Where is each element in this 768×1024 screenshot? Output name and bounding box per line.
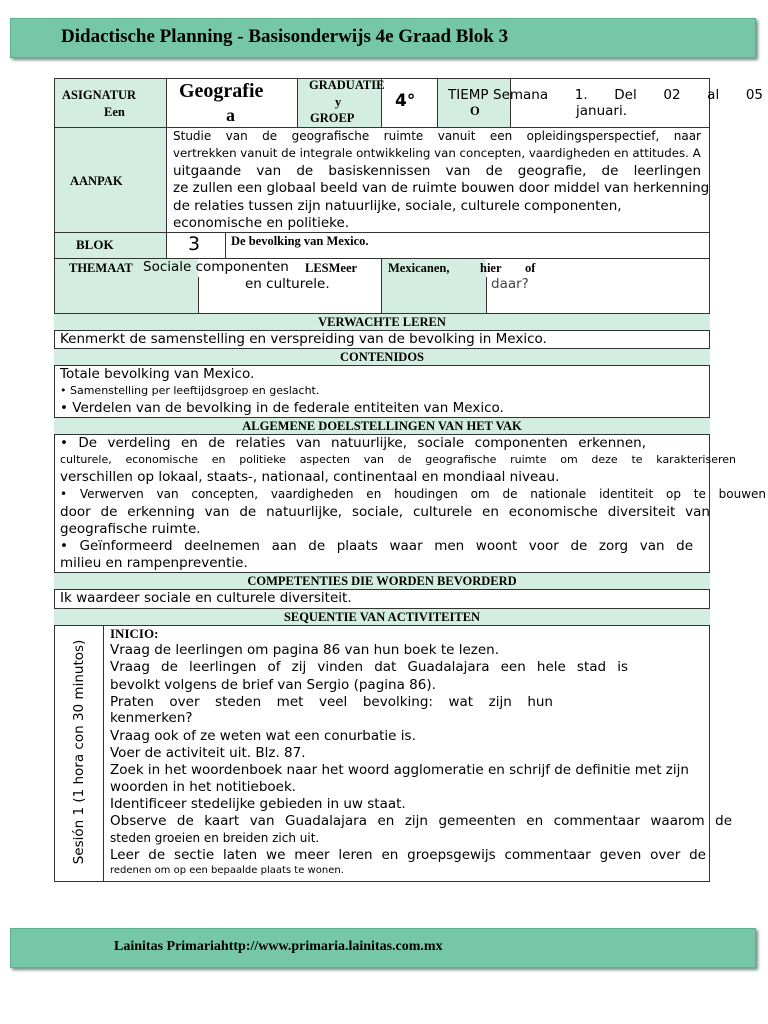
activity-line: Praten over steden met veel bevolking: wat zijn hun [110, 694, 553, 710]
verwachte-text: Kenmerkt de samenstelling en verspreiding van de bevolking in Mexico. [60, 331, 547, 347]
aanpak-line: uitgaande van de basiskennissen van de geografie, de leerlingen [173, 163, 701, 179]
doelstellingen-line: • Verwerven van concepten, vaardigheden en houdingen om de nationale identiteit op te bouwen [60, 487, 766, 501]
time-value-2: januari. [576, 103, 628, 119]
activity-line: kenmerken? [110, 710, 193, 726]
thema-label: THEMAAT [69, 261, 133, 275]
aanpak-label: AANPAK [70, 174, 123, 188]
thema-text-2: en culturele. [245, 276, 330, 292]
footer-text: Lainitas Primariahttp://www.primaria.lainitas.com.mx [114, 939, 443, 954]
doelstellingen-line: verschillen op lokaal, staats-, nationaal, continentaal en mondiaal niveau. [60, 469, 560, 485]
blok-label: BLOK [76, 237, 114, 252]
activity-line: Leer de sectie laten we meer leren en groepsgewijs commentaar geven over de [110, 847, 706, 863]
sequentie-heading: SEQUENTIE VAN ACTIVITEITEN [54, 608, 710, 626]
activity-line: Vraag de leerlingen of zij vinden dat Guadalajara een hele stad is [110, 659, 628, 675]
competenties-heading: COMPETENTIES DIE WORDEN BEVORDERD [54, 572, 710, 590]
blok-description: De bevolking van Mexico. [231, 234, 369, 248]
subject-name: Geografie [179, 80, 264, 102]
doelstellingen-line: • Geïnformeerd deelnemen aan de plaats waar men woont voor de zorg van de [60, 538, 693, 554]
doelstellingen-line: culturele, economische en politieke aspecten van de geografische ruimte om deze te karakteriseren [60, 453, 736, 466]
aanpak-line: de relaties tussen zijn natuurlijke, sociale, culturele componenten, [173, 198, 622, 214]
activity-line: Zoek in het woordenboek naar het woord agglomeratie en schrijf de definitie met zijn [110, 762, 689, 778]
blok-number: 3 [188, 233, 201, 255]
grade-label-2: y [335, 95, 342, 109]
activity-line: redenen om op een bepaalde plaats te wonen. [110, 865, 344, 876]
time-value: Semana 1. Del 02 al 05 [493, 87, 763, 103]
activity-line: Vraag ook of ze weten wat een conurbatie is. [110, 728, 416, 744]
footer-banner [10, 928, 756, 968]
grade-value: 4° [395, 91, 416, 111]
contenidos-line: • Samenstelling per leeftijdsgroep en geslacht. [60, 384, 320, 397]
contenidos-line: • Verdelen van de bevolking in de federale entiteiten van Mexico. [60, 400, 504, 416]
les-text-2: hier [480, 261, 502, 275]
session-label: Sesión 1 (1 hora con 30 minutos) [71, 639, 87, 865]
page-title: Didactische Planning - Basisonderwijs 4e Graad Blok 3 [61, 26, 509, 47]
verwachte-heading: VERWACHTE LEREN [54, 313, 710, 331]
activity-line: Voer de activiteit uit. Blz. 87. [110, 745, 306, 761]
contenidos-heading: CONTENIDOS [54, 348, 710, 366]
grade-label: GRADUATIE [309, 78, 385, 92]
subject-name-2: a [226, 105, 235, 125]
doelstellingen-line: geografische ruimte. [60, 521, 201, 537]
les-text-4: daar? [491, 276, 529, 292]
inicio-label: INICIO: [110, 626, 159, 641]
activity-line: steden groeien en breiden zich uit. [110, 831, 320, 845]
thema-text: Sociale componenten [143, 259, 289, 275]
asignatura-label: ASIGNATUR [62, 88, 137, 102]
doelstellingen-line: milieu en rampenpreventie. [60, 555, 248, 571]
asignatura-label-2: Een [104, 105, 125, 119]
time-label: TIEMP [448, 87, 489, 103]
activity-line: Identificeer stedelijke gebieden in uw staat. [110, 796, 406, 812]
doelstellingen-line: • De verdeling en de relaties van natuurlijke, sociale componenten erkennen, [60, 435, 646, 451]
les-label: LESMeer [305, 261, 358, 275]
les-text-3: of [525, 261, 536, 275]
grade-label-3: GROEP [310, 111, 355, 125]
activity-line: bevolkt volgens de brief van Sergio (pagina 86). [110, 677, 436, 693]
doelstellingen-heading: ALGEMENE DOELSTELLINGEN VAN HET VAK [54, 417, 710, 435]
aanpak-line: ze zullen een globaal beeld van de ruimte bouwen door middel van herkenning [173, 180, 710, 196]
title-banner [10, 18, 756, 58]
les-text: Mexicanen, [388, 261, 450, 275]
aanpak-line: economische en politieke. [173, 215, 350, 231]
competenties-text: Ik waardeer sociale en culturele diversiteit. [60, 590, 352, 606]
activity-line: Observe de kaart van Guadalajara en zijn gemeenten en commentaar waarom de [110, 813, 732, 829]
activity-line: Vraag de leerlingen om pagina 86 van hun boek te lezen. [110, 642, 500, 658]
activity-line: woorden in het notitieboek. [110, 779, 297, 795]
aanpak-line: vertrekken vanuit de integrale ontwikkeling van concepten, vaardigheden en attitudes. A [173, 146, 701, 160]
contenidos-line: Totale bevolking van Mexico. [60, 366, 255, 382]
doelstellingen-line: door de erkenning van de natuurlijke, sociale, culturele en economische diversiteit van [60, 504, 710, 520]
aanpak-line: Studie van de geografische ruimte vanuit een opleidingsperspectief, naar [173, 129, 701, 143]
time-label-2: O [470, 104, 480, 118]
